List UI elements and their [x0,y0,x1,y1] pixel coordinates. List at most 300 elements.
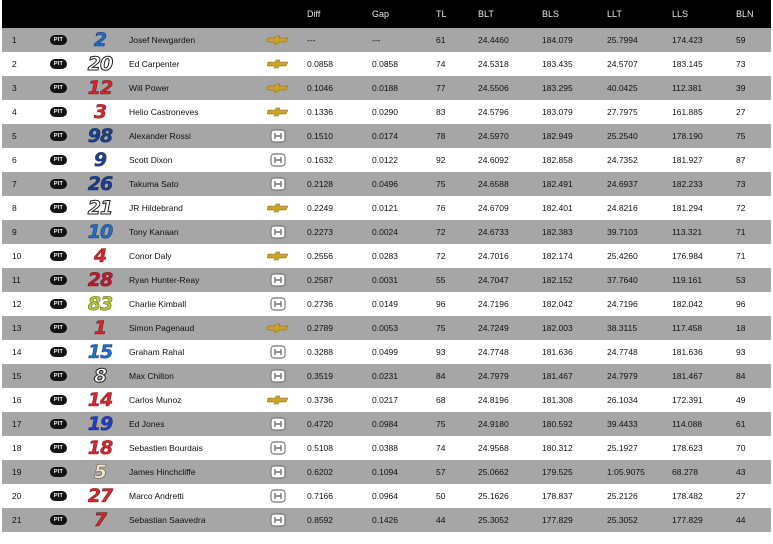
total-laps-cell: 50 [436,491,446,501]
last-lap-speed-cell: 178.482 [672,491,703,501]
best-lap-time-cell: 24.6092 [478,155,509,165]
last-lap-speed-cell: 117.458 [672,323,703,333]
pit-badge: PIT [50,347,67,357]
column-header-llt[interactable]: LLT [607,9,622,19]
car-number: 19 [87,413,113,435]
timing-leaderboard [2,0,771,532]
last-lap-speed-cell: 178.623 [672,443,703,453]
best-lap-number-cell: 73 [736,179,746,189]
gap-cell: 0.0964 [372,491,398,501]
best-lap-number-cell: 53 [736,275,746,285]
best-lap-time-cell: 24.7196 [478,299,509,309]
diff-cell: 0.2249 [307,203,333,213]
gap-cell: 0.0122 [372,155,398,165]
total-laps-cell: 72 [436,251,446,261]
column-header-diff[interactable]: Diff [307,9,321,19]
best-lap-speed-cell: 184.079 [542,35,573,45]
gap-cell: 0.0388 [372,443,398,453]
pit-badge: PIT [50,203,67,213]
last-lap-time-cell: 25.3052 [607,515,638,525]
gap-cell: 0.1426 [372,515,398,525]
position-cell: 19 [12,467,22,477]
diff-cell: 0.1632 [307,155,333,165]
total-laps-cell: 57 [436,467,446,477]
car-number: 83 [87,293,113,315]
last-lap-time-cell: 39.4433 [607,419,638,429]
diff-cell: 0.1510 [307,131,333,141]
best-lap-number-cell: 61 [736,419,746,429]
car-number: 18 [87,437,113,459]
pit-badge: PIT [50,467,67,477]
diff-cell: 0.4720 [307,419,333,429]
chevrolet-logo-icon [267,201,289,215]
honda-logo-icon [267,369,289,383]
best-lap-time-cell: 25.0662 [478,467,509,477]
best-lap-number-cell: 72 [736,203,746,213]
car-number: 7 [93,509,107,531]
total-laps-cell: 92 [436,155,446,165]
car-number: 15 [87,341,113,363]
position-cell: 2 [12,59,17,69]
driver-name: Helio Castroneves [129,107,199,117]
best-lap-speed-cell: 181.467 [542,371,573,381]
last-lap-time-cell: 1:05.9075 [607,467,645,477]
last-lap-speed-cell: 181.294 [672,203,703,213]
position-cell: 21 [12,515,22,525]
last-lap-time-cell: 24.7748 [607,347,638,357]
gap-cell: 0.0174 [372,131,398,141]
pit-badge: PIT [50,419,67,429]
total-laps-cell: 76 [436,203,446,213]
gap-cell: 0.0024 [372,227,398,237]
total-laps-cell: 75 [436,323,446,333]
best-lap-time-cell: 24.7249 [478,323,509,333]
driver-name: Tony Kanaan [129,227,179,237]
honda-logo-icon [267,513,289,527]
driver-name: Carlos Munoz [129,395,182,405]
best-lap-number-cell: 27 [736,491,746,501]
last-lap-speed-cell: 181.636 [672,347,703,357]
driver-name: Ed Carpenter [129,59,180,69]
best-lap-time-cell: 25.3052 [478,515,509,525]
total-laps-cell: 77 [436,83,446,93]
driver-name: Simon Pagenaud [129,323,195,333]
car-number: 1 [93,317,107,339]
table-row[interactable] [2,412,771,436]
gap-cell: 0.0499 [372,347,398,357]
best-lap-speed-cell: 181.308 [542,395,573,405]
diff-cell: 0.2273 [307,227,333,237]
diff-cell: 0.2736 [307,299,333,309]
best-lap-speed-cell: 183.435 [542,59,573,69]
best-lap-time-cell: 24.7748 [478,347,509,357]
best-lap-number-cell: 39 [736,83,746,93]
honda-logo-icon [267,177,289,191]
car-number: 14 [87,389,113,411]
pit-badge: PIT [50,227,67,237]
car-number: 12 [87,77,113,99]
column-header-blt[interactable]: BLT [478,9,494,19]
last-lap-speed-cell: 172.391 [672,395,703,405]
total-laps-cell: 75 [436,419,446,429]
car-number: 10 [87,221,113,243]
pit-badge: PIT [50,371,67,381]
last-lap-speed-cell: 119.161 [672,275,703,285]
last-lap-speed-cell: 178.190 [672,131,703,141]
car-number: 5 [93,461,107,483]
best-lap-number-cell: 71 [736,227,746,237]
pit-badge: PIT [50,491,67,501]
pit-badge: PIT [50,59,67,69]
driver-name: Max Chilton [129,371,174,381]
position-cell: 11 [12,275,21,285]
position-cell: 10 [12,251,22,261]
table-row[interactable] [2,124,771,148]
table-row[interactable] [2,172,771,196]
total-laps-cell: 84 [436,371,446,381]
last-lap-time-cell: 24.7352 [607,155,638,165]
total-laps-cell: 55 [436,275,446,285]
diff-cell: 0.2128 [307,179,333,189]
table-row[interactable] [2,508,771,532]
gap-cell: 0.0290 [372,107,398,117]
last-lap-time-cell: 24.7979 [607,371,638,381]
last-lap-time-cell: 25.1927 [607,443,638,453]
car-number: 21 [87,197,113,219]
diff-cell: 0.3736 [307,395,333,405]
honda-logo-icon [267,153,289,167]
gap-cell: 0.0217 [372,395,398,405]
driver-name: Sebastian Saavedra [129,515,206,525]
table-row[interactable] [2,196,771,220]
gap-cell: --- [372,35,381,45]
best-lap-time-cell: 24.6588 [478,179,509,189]
table-row[interactable] [2,244,771,268]
pit-badge: PIT [50,275,67,285]
table-row[interactable] [2,340,771,364]
diff-cell: 0.2789 [307,323,333,333]
best-lap-time-cell: 24.9568 [478,443,509,453]
column-header-bln[interactable]: BLN [736,9,754,19]
last-lap-time-cell: 24.5707 [607,59,638,69]
table-header [2,0,771,28]
gap-cell: 0.0121 [372,203,398,213]
table-row[interactable] [2,52,771,76]
best-lap-time-cell: 24.6709 [478,203,509,213]
driver-name: Marco Andretti [129,491,184,501]
last-lap-speed-cell: 161.885 [672,107,703,117]
car-number: 3 [93,101,107,123]
total-laps-cell: 78 [436,131,446,141]
table-row[interactable] [2,292,771,316]
last-lap-speed-cell: 174.423 [672,35,703,45]
best-lap-number-cell: 18 [736,323,746,333]
pit-badge: PIT [50,107,67,117]
car-number: 28 [87,269,113,291]
driver-name: Scott Dixon [129,155,173,165]
table-row[interactable] [2,28,771,52]
total-laps-cell: 96 [436,299,446,309]
total-laps-cell: 61 [436,35,446,45]
position-cell: 8 [12,203,17,213]
last-lap-speed-cell: 113.321 [672,227,703,237]
best-lap-number-cell: 43 [736,467,746,477]
gap-cell: 0.0031 [372,275,398,285]
best-lap-number-cell: 73 [736,59,746,69]
column-header-gap[interactable]: Gap [372,9,390,19]
total-laps-cell: 44 [436,515,446,525]
chevrolet-logo-icon [267,249,289,263]
last-lap-speed-cell: 182.042 [672,299,703,309]
best-lap-number-cell: 44 [736,515,746,525]
gap-cell: 0.0231 [372,371,398,381]
driver-name: Conor Daly [129,251,172,261]
last-lap-time-cell: 38.3115 [607,323,638,333]
gap-cell: 0.0149 [372,299,398,309]
best-lap-speed-cell: 182.003 [542,323,573,333]
car-number: 2 [93,29,107,51]
column-header-tl[interactable]: TL [436,9,447,19]
table-row[interactable] [2,148,771,172]
last-lap-time-cell: 37.7640 [607,275,638,285]
position-cell: 18 [12,443,22,453]
last-lap-speed-cell: 114.088 [672,419,703,429]
driver-name: Alexander Rossi [129,131,191,141]
position-cell: 13 [12,323,22,333]
last-lap-speed-cell: 181.927 [672,155,703,165]
last-lap-speed-cell: 177.829 [672,515,703,525]
column-header-bls[interactable]: BLS [542,9,560,19]
position-cell: 1 [12,35,17,45]
pit-badge: PIT [50,395,67,405]
chevrolet-logo-icon [267,57,289,71]
diff-cell: 0.2556 [307,251,333,261]
diff-cell: 0.1336 [307,107,333,117]
honda-logo-icon [267,297,289,311]
driver-name: Ryan Hunter-Reay [129,275,200,285]
driver-name: Ed Jones [129,419,165,429]
pit-badge: PIT [50,299,67,309]
driver-name: Will Power [129,83,170,93]
gap-cell: 0.0053 [372,323,398,333]
car-number: 8 [93,365,107,387]
table-row[interactable] [2,220,771,244]
last-lap-speed-cell: 181.467 [672,371,703,381]
last-lap-time-cell: 39.7103 [607,227,638,237]
last-lap-time-cell: 26.1034 [607,395,638,405]
chevrolet-logo-icon [267,393,289,407]
best-lap-time-cell: 24.5796 [478,107,509,117]
column-header-lls[interactable]: LLS [672,9,689,19]
honda-logo-icon [267,273,289,287]
gap-cell: 0.1094 [372,467,398,477]
position-cell: 15 [12,371,22,381]
pit-badge: PIT [50,131,67,141]
best-lap-time-cell: 24.6733 [478,227,509,237]
last-lap-speed-cell: 68.278 [672,467,698,477]
total-laps-cell: 83 [436,107,446,117]
chevrolet-logo-icon [267,81,289,95]
best-lap-speed-cell: 180.592 [542,419,573,429]
last-lap-speed-cell: 112.381 [672,83,703,93]
car-number: 27 [87,485,113,507]
last-lap-time-cell: 27.7975 [607,107,638,117]
table-row[interactable] [2,268,771,292]
best-lap-time-cell: 24.5970 [478,131,509,141]
best-lap-number-cell: 71 [736,251,746,261]
best-lap-speed-cell: 182.383 [542,227,573,237]
pit-badge: PIT [50,83,67,93]
honda-logo-icon [267,129,289,143]
driver-name: Takuma Sato [129,179,179,189]
position-cell: 14 [12,347,22,357]
best-lap-time-cell: 25.1626 [478,491,509,501]
pit-badge: PIT [50,443,67,453]
honda-logo-icon [267,417,289,431]
last-lap-speed-cell: 183.145 [672,59,703,69]
diff-cell: 0.7166 [307,491,333,501]
last-lap-speed-cell: 182.233 [672,179,703,189]
last-lap-time-cell: 25.2540 [607,131,638,141]
car-number: 9 [93,149,107,171]
best-lap-speed-cell: 182.949 [542,131,573,141]
position-cell: 16 [12,395,22,405]
gap-cell: 0.0858 [372,59,398,69]
chevrolet-logo-icon [267,33,289,47]
diff-cell: 0.6202 [307,467,333,477]
diff-cell: 0.1046 [307,83,333,93]
total-laps-cell: 74 [436,443,446,453]
total-laps-cell: 75 [436,179,446,189]
driver-name: Charlie Kimball [129,299,187,309]
best-lap-number-cell: 27 [736,107,746,117]
gap-cell: 0.0984 [372,419,398,429]
best-lap-speed-cell: 182.491 [542,179,573,189]
best-lap-time-cell: 24.7047 [478,275,509,285]
best-lap-speed-cell: 183.295 [542,83,573,93]
pit-badge: PIT [50,515,67,525]
last-lap-time-cell: 24.7196 [607,299,638,309]
table-row[interactable] [2,316,771,340]
best-lap-time-cell: 24.4460 [478,35,509,45]
best-lap-speed-cell: 181.636 [542,347,573,357]
driver-name: James Hinchcliffe [129,467,196,477]
table-row[interactable] [2,100,771,124]
last-lap-time-cell: 25.4260 [607,251,638,261]
position-cell: 3 [12,83,17,93]
last-lap-time-cell: 24.6937 [607,179,638,189]
honda-logo-icon [267,489,289,503]
position-cell: 12 [12,299,22,309]
best-lap-speed-cell: 182.858 [542,155,573,165]
best-lap-speed-cell: 182.152 [542,275,573,285]
driver-name: JR Hildebrand [129,203,183,213]
best-lap-speed-cell: 180.312 [542,443,573,453]
best-lap-speed-cell: 182.042 [542,299,573,309]
best-lap-time-cell: 24.9180 [478,419,509,429]
position-cell: 9 [12,227,17,237]
pit-badge: PIT [50,323,67,333]
total-laps-cell: 68 [436,395,446,405]
diff-cell: --- [307,35,316,45]
driver-name: Josef Newgarden [129,35,196,45]
honda-logo-icon [267,465,289,479]
total-laps-cell: 93 [436,347,446,357]
diff-cell: 0.0858 [307,59,333,69]
gap-cell: 0.0496 [372,179,398,189]
driver-name: Sebastien Bourdais [129,443,203,453]
best-lap-number-cell: 93 [736,347,746,357]
position-cell: 4 [12,107,17,117]
diff-cell: 0.8592 [307,515,333,525]
best-lap-number-cell: 87 [736,155,746,165]
best-lap-time-cell: 24.5318 [478,59,509,69]
chevrolet-logo-icon [267,105,289,119]
best-lap-number-cell: 49 [736,395,746,405]
total-laps-cell: 72 [436,227,446,237]
pit-badge: PIT [50,155,67,165]
table-row[interactable] [2,484,771,508]
honda-logo-icon [267,225,289,239]
table-row[interactable] [2,388,771,412]
best-lap-speed-cell: 183.079 [542,107,573,117]
pit-badge: PIT [50,251,67,261]
table-row[interactable] [2,364,771,388]
car-number: 4 [93,245,107,267]
best-lap-speed-cell: 177.829 [542,515,573,525]
last-lap-time-cell: 24.8216 [607,203,638,213]
best-lap-number-cell: 59 [736,35,746,45]
diff-cell: 0.2587 [307,275,333,285]
car-number: 98 [87,125,113,147]
table-row[interactable] [2,436,771,460]
last-lap-time-cell: 25.7994 [607,35,638,45]
best-lap-speed-cell: 182.401 [542,203,573,213]
best-lap-time-cell: 24.5506 [478,83,509,93]
gap-cell: 0.0283 [372,251,398,261]
diff-cell: 0.5108 [307,443,333,453]
best-lap-number-cell: 96 [736,299,746,309]
best-lap-speed-cell: 179.525 [542,467,573,477]
total-laps-cell: 74 [436,59,446,69]
last-lap-speed-cell: 176.984 [672,251,703,261]
gap-cell: 0.0188 [372,83,398,93]
position-cell: 5 [12,131,17,141]
diff-cell: 0.3519 [307,371,333,381]
pit-badge: PIT [50,35,67,45]
table-body [2,28,771,532]
best-lap-time-cell: 24.7016 [478,251,509,261]
table-row[interactable] [2,460,771,484]
position-cell: 17 [12,419,22,429]
position-cell: 6 [12,155,17,165]
car-number: 26 [87,173,113,195]
best-lap-time-cell: 24.8196 [478,395,509,405]
best-lap-speed-cell: 182.174 [542,251,573,261]
last-lap-time-cell: 25.2126 [607,491,638,501]
driver-name: Graham Rahal [129,347,185,357]
position-cell: 7 [12,179,17,189]
car-number: 20 [87,53,113,75]
pit-badge: PIT [50,179,67,189]
best-lap-number-cell: 70 [736,443,746,453]
chevrolet-logo-icon [267,321,289,335]
best-lap-speed-cell: 178.837 [542,491,573,501]
honda-logo-icon [267,345,289,359]
table-row[interactable] [2,76,771,100]
diff-cell: 0.3288 [307,347,333,357]
best-lap-number-cell: 75 [736,131,746,141]
